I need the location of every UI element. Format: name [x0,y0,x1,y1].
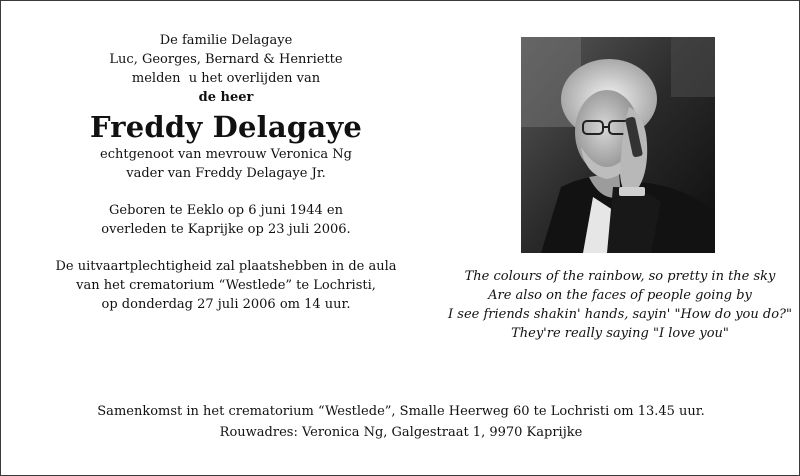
father-line: vader van Freddy Delagaye Jr. [126,166,326,181]
portrait-photo [521,37,715,253]
ceremony-line-3: op donderdag 27 juli 2006 om 14 uur. [101,297,351,312]
spacer [31,239,421,257]
notice-line: melden u het overlijden van [131,71,321,86]
spacer [31,183,421,201]
announcement-block [31,31,421,314]
poem-line: The colours of the rainbow, so pretty in the sky [464,269,776,284]
spouse-line: echtgenoot van mevrouw Veronica Ng [100,147,352,162]
ceremony-line-2: van het crematorium “Westlede” te Lochristi, [76,278,376,293]
footer-block [41,401,761,443]
poem-line: I see friends shakin' hands, sayin' "How do you do?" [448,307,792,322]
died-line: overleden te Kaprijke op 23 juli 2006. [101,222,351,237]
title-line: de heer [198,90,254,105]
deceased-name: Freddy Delagaye [89,110,363,144]
family-line: De familie Delagaye [159,33,293,48]
poem-line: Are also on the faces of people going by [488,288,752,303]
ceremony-line-1: De uitvaartplechtigheid zal plaatshebben in de aula [55,259,397,274]
born-line: Geboren te Eeklo op 6 juni 1944 en [109,203,343,218]
poem-line: They're really saying "I love you" [511,326,729,341]
gathering-line: Samenkomst in het crematorium “Westlede”, Smalle Heerweg 60 te Lochristi om 13.45 uur. [97,404,705,419]
portrait-illustration [521,37,715,253]
address-line: Rouwadres: Veronica Ng, Galgestraat 1, 9970 Kaprijke [219,425,583,440]
children-line: Luc, Georges, Bernard & Henriette [109,52,343,67]
poem-block [421,267,800,343]
